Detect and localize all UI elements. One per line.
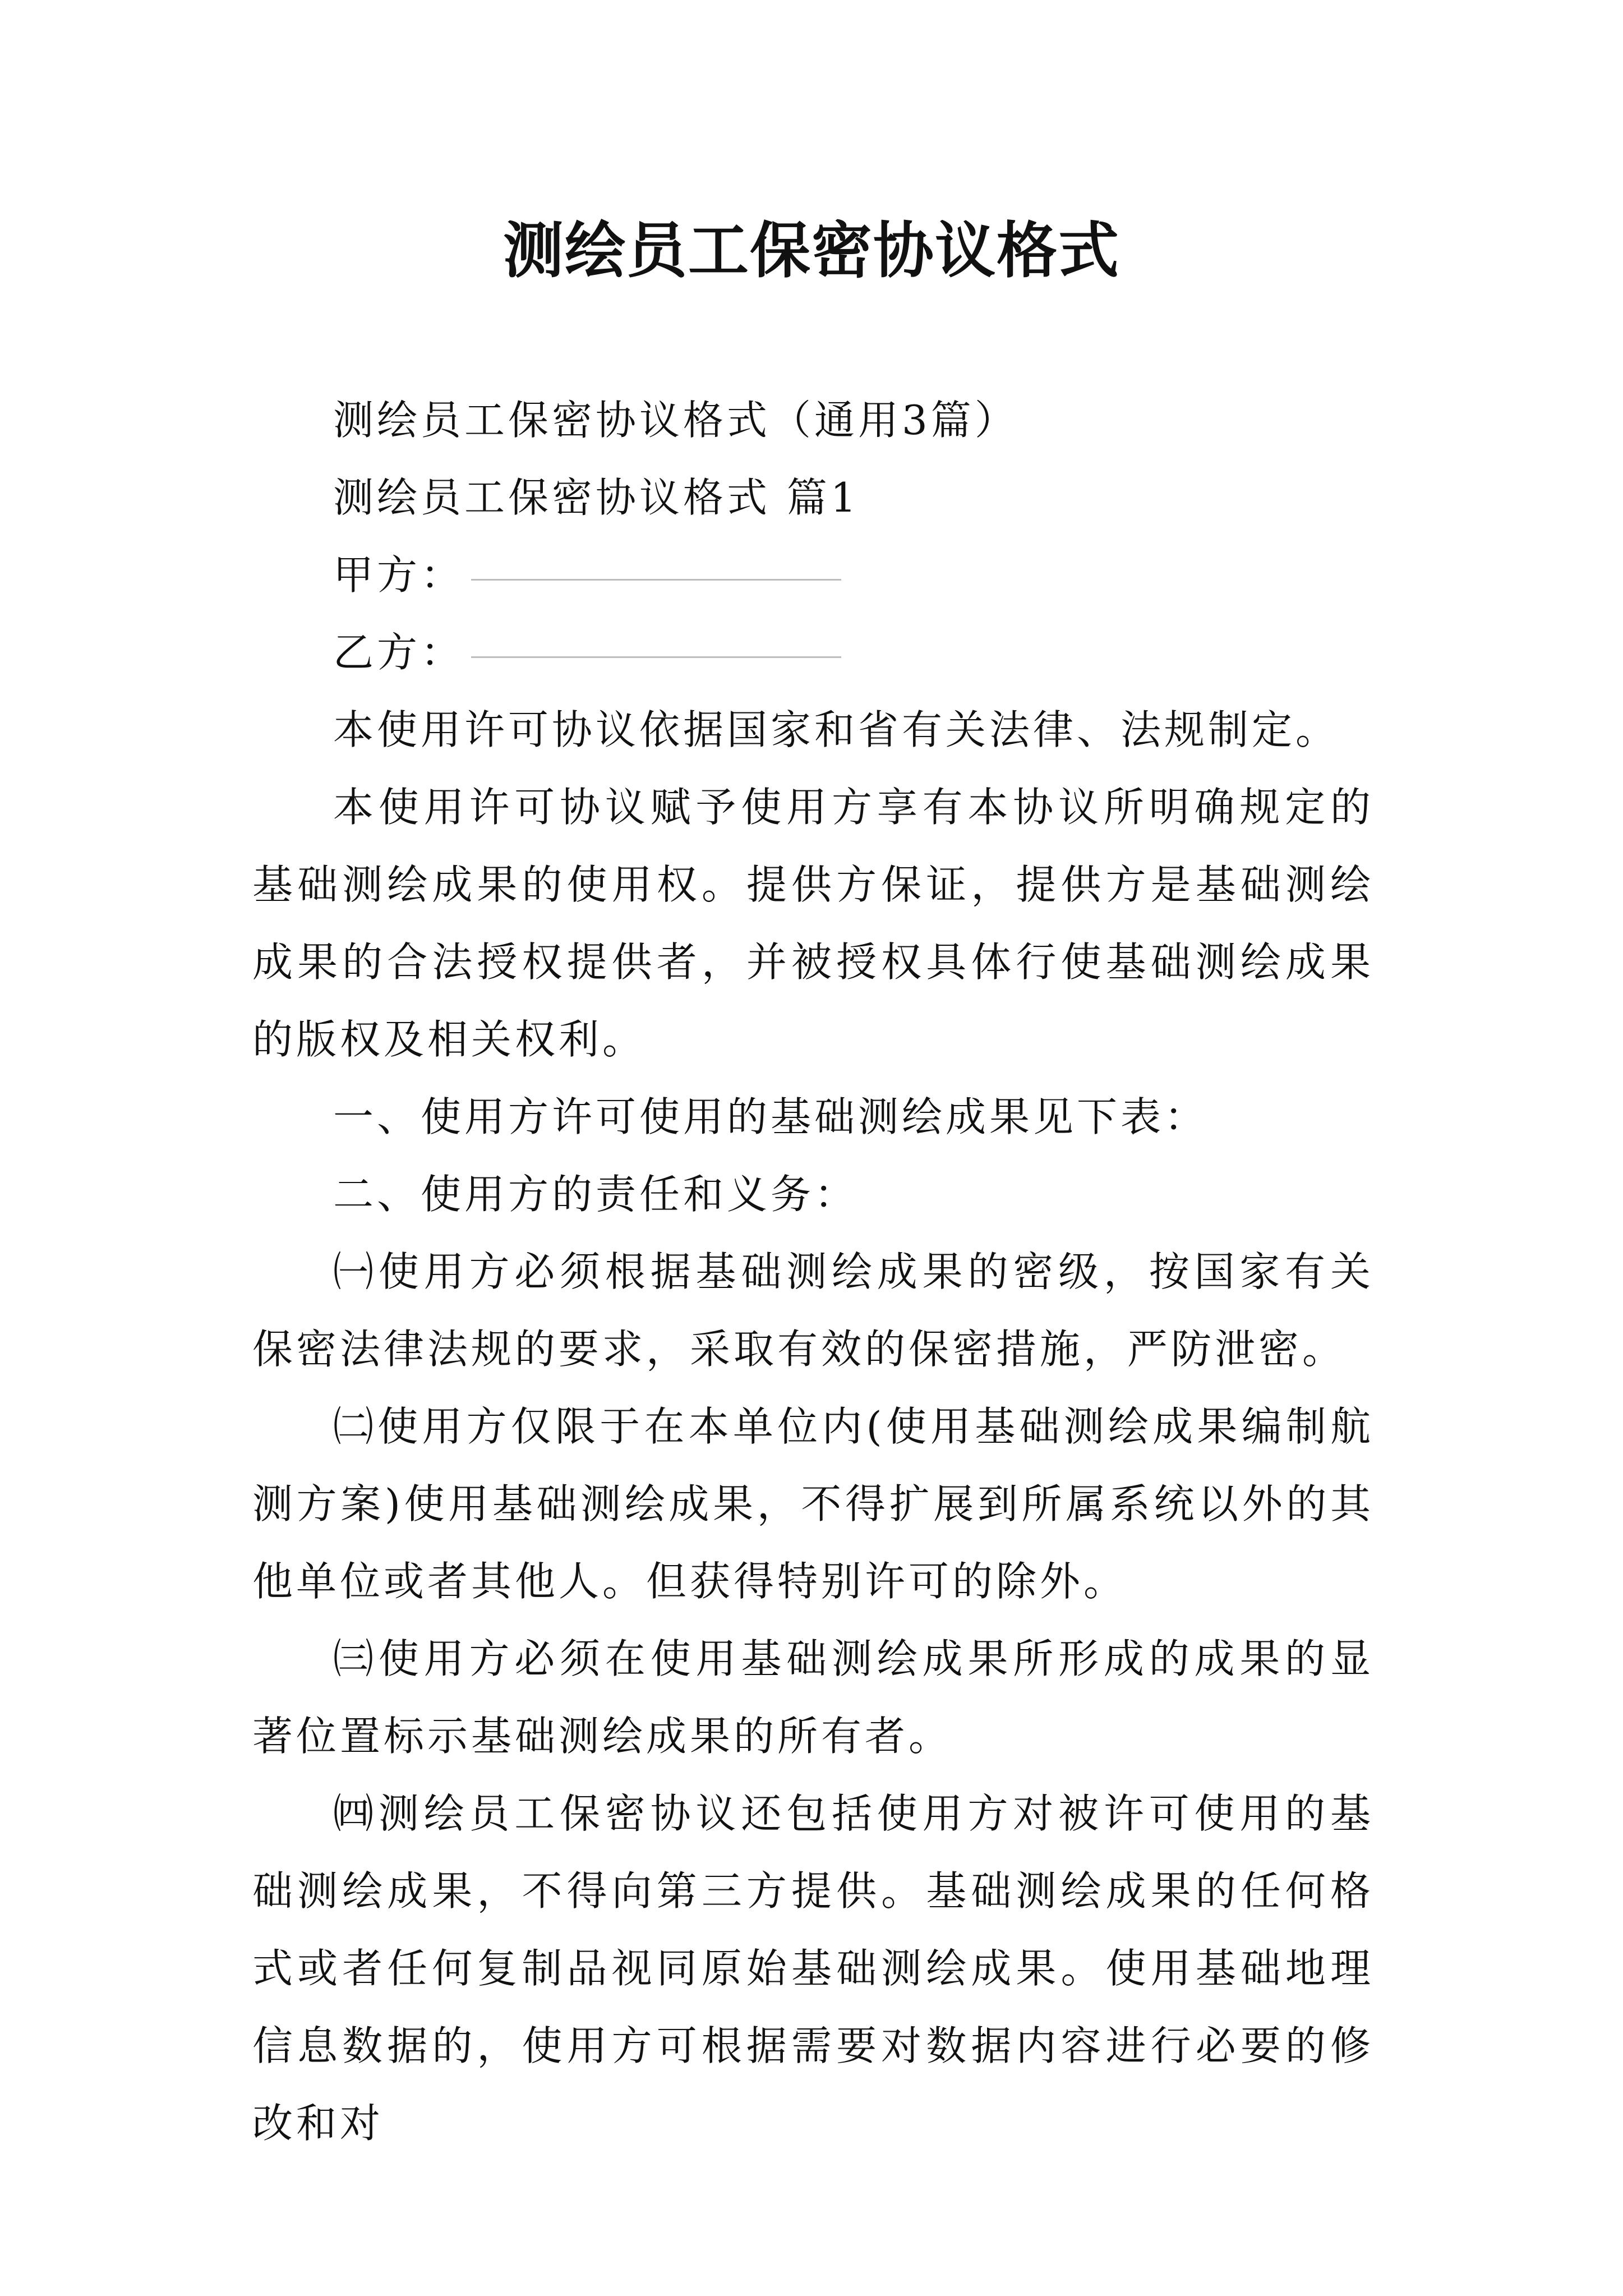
document-title: 测绘员工保密协议格式 (502, 216, 1120, 286)
document-body (252, 381, 1374, 2162)
paragraph: ㈢使用方必须在使用基础测绘成果所形成的成果的显著位置标示基础测绘成果的所有者。 (252, 1635, 1374, 1760)
party-b-blank (471, 654, 841, 658)
paragraph: ㈠使用方必须根据基础测绘成果的密级，按国家有关保密法律法规的要求，采取有效的保密措施，严防泄密。 (252, 1248, 1374, 1373)
paragraph: 本使用许可协议赋予使用方享有本协议所明确规定的基础测绘成果的使用权。提供方保证，提供方是基础测绘成果的合法授权提供者，并被授权具体行使基础测绘成果的版权及相关权利。 (252, 784, 1374, 1063)
section-heading: 测绘员工保密协议格式 篇1 (333, 474, 860, 521)
paragraph: ㈡使用方仅限于在本单位内(使用基础测绘成果编制航测方案)使用基础测绘成果，不得扩展到所属系统以外的其他单位或者其他人。但获得特别许可的除外。 (252, 1403, 1374, 1605)
party-b-line (252, 614, 1374, 691)
party-a-line (252, 536, 1374, 614)
paragraph: 本使用许可协议依据国家和省有关法律、法规制定。 (333, 706, 1340, 753)
paragraph: 一、使用方许可使用的基础测绘成果见下表： (333, 1093, 1209, 1140)
party-b-label: 乙方： (333, 629, 465, 676)
party-a-label: 甲方： (333, 551, 465, 599)
paragraph: ㈣测绘员工保密协议还包括使用方对被许可使用的基础测绘成果，不得向第三方提供。基础测绘成果的任何格式或者任何复制品视同原始基础测绘成果。使用基础地理信息数据的，使用方可根据需要对数据内容进行必要的修改和对 (252, 1790, 1374, 2147)
party-a-blank (471, 577, 841, 581)
paragraph: 二、使用方的责任和义务： (333, 1171, 859, 1218)
subtitle-line: 测绘员工保密协议格式（通用3篇） (333, 397, 1018, 444)
